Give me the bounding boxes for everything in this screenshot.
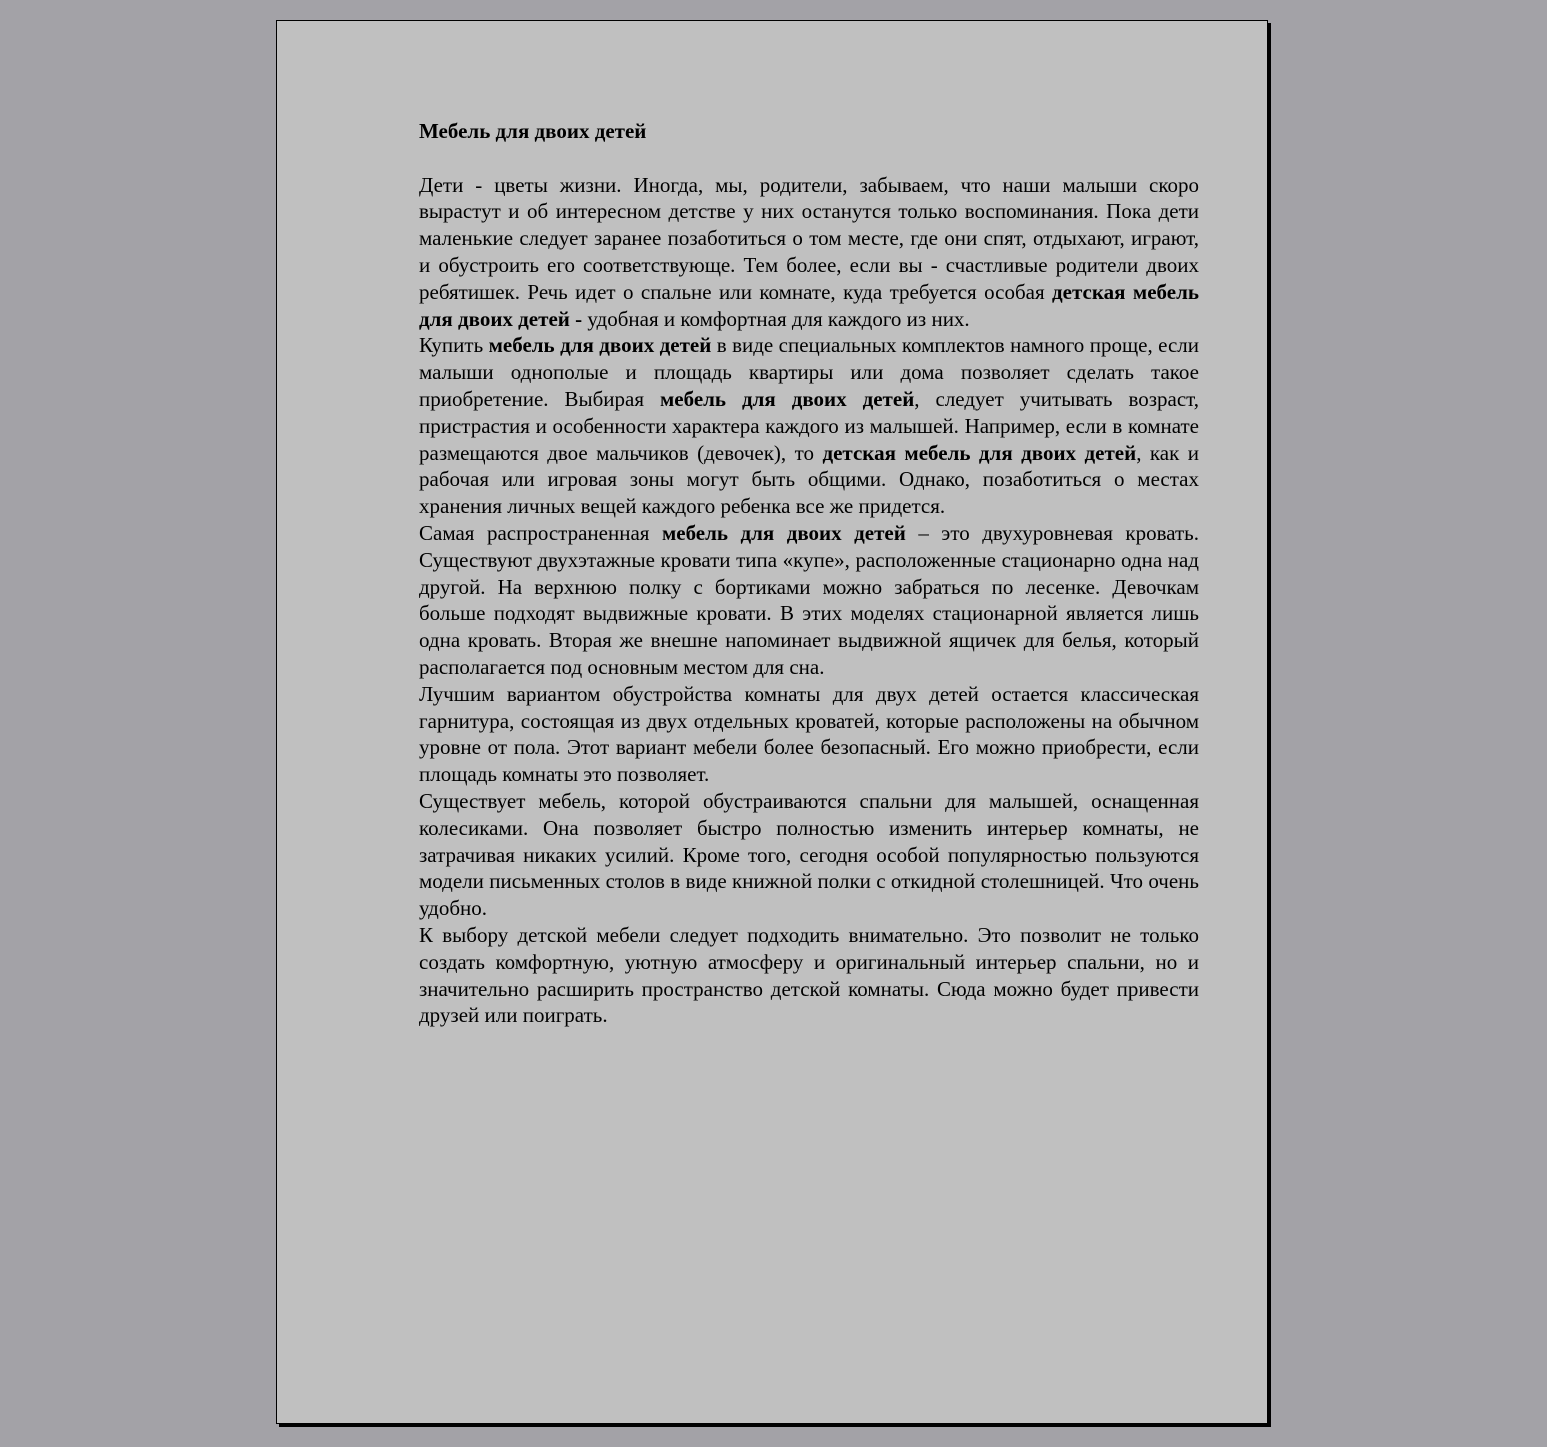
bold-text-run: мебель для двоих детей <box>661 520 906 545</box>
paragraph <box>419 788 1199 922</box>
paragraphs-container <box>419 172 1199 1030</box>
paragraph <box>419 172 1199 333</box>
document-title: Мебель для двоих детей <box>419 119 647 143</box>
paragraph <box>419 922 1199 1029</box>
paragraph <box>419 681 1199 788</box>
document-body <box>419 118 1199 1029</box>
text-run: удобная и комфортная для каждого из них. <box>582 306 970 331</box>
text-run: , следует учитывать возраст, пристрастия и особенности характера каждого из малышей. Например, если в комнате размещаются двое мальчиков (девочек), то <box>419 386 1199 465</box>
bold-text-run: мебель для двоих детей <box>659 386 915 411</box>
text-run: в виде специальных комплектов намного проще, если малыши однополые и площадь квартиры или дома позволяет сделать такое приобретение. Выбирая <box>419 333 1200 411</box>
document-page <box>276 20 1268 1424</box>
text-run: Лучшим вариантом обустройства комнаты для двух детей остается классическая гарнитура, состоящая из двух отдельных кроватей, которые расположены на обычном уровне от пола. Этот вариант мебели более безопасный. Его можно приобрести, если площадь комнаты это позволяет. <box>419 681 1199 787</box>
text-run: – это двухуровневая кровать. Существуют двухэтажные кровати типа «купе», расположенные стационарно одна над другой. На верхнюю полку с бортиками можно забраться по лесенке. Девочкам больше подходят выдвижные кровати. В этих моделях стационарной является лишь одна кровать. Вторая же внешне напоминает выдвижной ящичек для белья, который располагается под основным местом для сна. <box>419 520 1199 679</box>
paragraph <box>419 520 1199 681</box>
bold-text-run: детская мебель для двоих детей <box>822 440 1137 465</box>
text-run: Дети - цветы жизни. Иногда, мы, родители, забываем, что наши малыши скоро вырастут и об интересном детстве у них останутся только воспоминания. Пока дети маленькие следует заранее позаботиться о том месте, где они спят, отдыхают, играют, и обустроить его соответствующе. Тем более, если вы - счастливые родители двоих ребятишек. Речь идет о спальне или комнате, куда требуется особая <box>419 172 1199 304</box>
text-run: Купить <box>419 333 489 358</box>
paragraph <box>419 332 1199 520</box>
bold-text-run: детская мебель для двоих детей - <box>419 279 1199 331</box>
text-run: , как и рабочая или игровая зоны могут быть общими. Однако, позаботиться о местах хранения личных вещей каждого ребенка все же придется. <box>419 440 1199 519</box>
text-run: Существует мебель, которой обустраиваются спальни для малышей, оснащенная колесиками. Она позволяет быстро полностью изменить интерьер комнаты, не затрачивая никаких усилий. Кроме того, сегодня особой популярностью пользуются модели письменных столов в виде книжной полки с откидной столешницей. Что очень удобно. <box>419 788 1199 921</box>
text-run: Самая распространенная <box>419 520 662 545</box>
bold-text-run: мебель для двоих детей <box>488 333 712 358</box>
text-run: К выбору детской мебели следует подходить внимательно. Это позволит не только создать комфортную, уютную атмосферу и оригинальный интерьер спальни, но и значительно расширить пространство детской комнаты. Сюда можно будет привести друзей или поиграть. <box>419 922 1199 1028</box>
